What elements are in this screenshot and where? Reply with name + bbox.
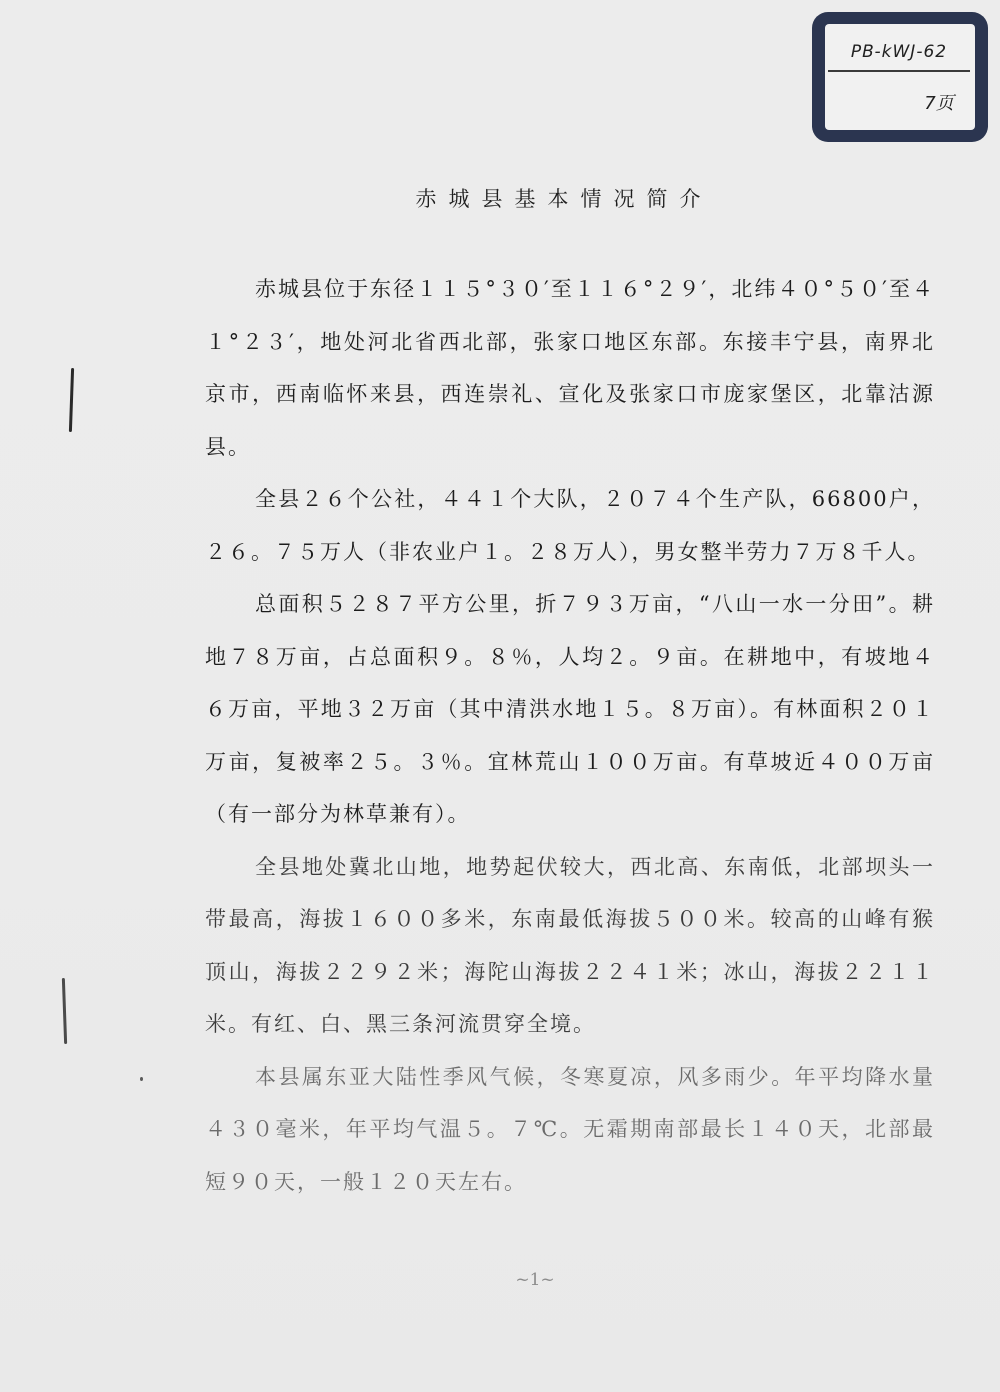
margin-dot (140, 1077, 143, 1081)
page-number: ~1~ (515, 1270, 555, 1290)
binding-mark (62, 978, 67, 1044)
paragraph-climate: 本县属东亚大陆性季风气候，冬寒夏凉，风多雨少。年平均降水量４３０毫米，年平均气温５。７℃。无霜期南部最长１４０天，北部最短９０天，一般１２０天左右。 (205, 1064, 935, 1194)
document-title: 赤城县基本情况简介 (415, 187, 713, 211)
document-body (205, 263, 935, 1208)
archive-page-count: 7页 (924, 93, 954, 114)
paragraph-area: 总面积５２８７平方公里，折７９３万亩，“八山一水一分田”。耕地７８万亩，占总面积９。８％，人均２。９亩。在耕地中，有坡地４６万亩，平地３２万亩（其中清洪水地１５。８万亩）。有林面积２０１万亩，复被率２５。３％。宜林荒山１００万亩。有草坡近４００万亩（有一部分为林草兼有）。 (205, 592, 935, 826)
archive-label (812, 12, 988, 142)
paragraph-location: 赤城县位于东径１１５°３０′至１１６°２９′，北纬４０°５０′至４１°２３′，地处河北省西北部，张家口地区东部。东接丰宁县，南界北京市，西南临怀来县，西连崇礼、宣化及张家口市庞家堡区，北靠沽源县。 (205, 277, 935, 459)
paragraph-terrain: 全县地处冀北山地，地势起伏较大，西北高、东南低，北部坝头一带最高，海拔１６００多米，东南最低海拔５００米。较高的山峰有猴顶山，海拔２２９２米；海陀山海拔２２４１米；冰山，海拔２２１１米。有红、白、黑三条河流贯穿全境。 (205, 854, 935, 1036)
archive-code: PB-kWJ-62 (828, 34, 970, 72)
binding-mark (69, 368, 74, 432)
paragraph-population: 全县２６个公社，４４１个大队，２０７４个生产队，66800户，２６。７５万人（非农业户１。２８万人），男女整半劳力７万８千人。 (205, 487, 935, 564)
